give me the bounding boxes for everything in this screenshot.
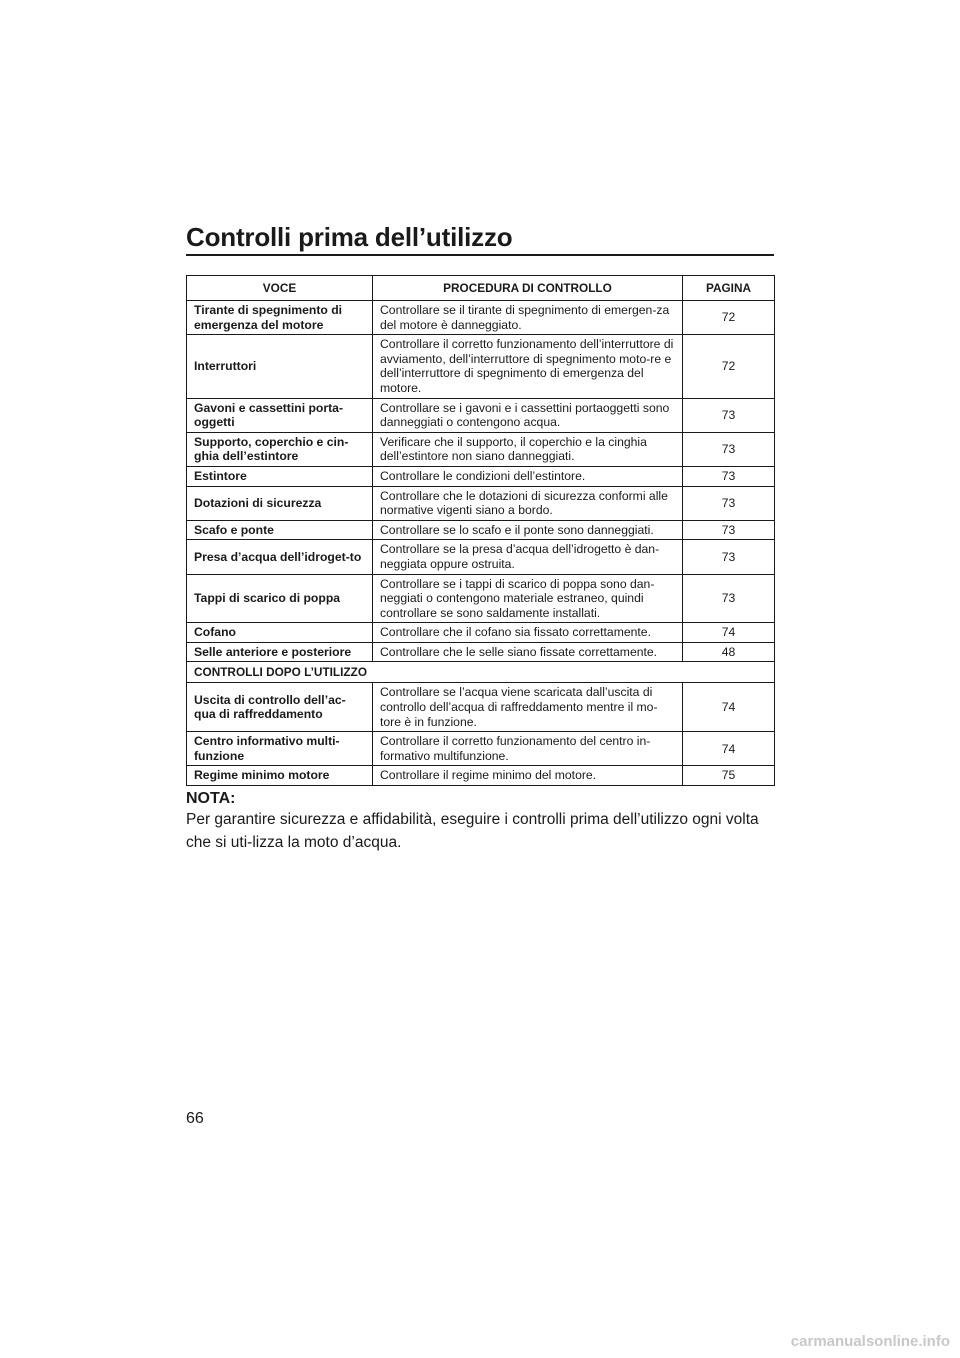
row-item: Dotazioni di sicurezza <box>187 486 373 520</box>
row-item: Gavoni e cassettini porta-oggetti <box>187 398 373 432</box>
row-item: Centro informativo multi-funzione <box>187 732 373 766</box>
table-row <box>187 301 775 335</box>
row-item: Interruttori <box>187 335 373 398</box>
row-procedure: Controllare se lo scafo e il ponte sono danneggiati. <box>373 520 683 540</box>
row-page: 74 <box>683 683 775 732</box>
table-row <box>187 623 775 643</box>
column-header-page: PAGINA <box>683 276 775 301</box>
row-procedure: Verificare che il supporto, il coperchio e la cinghia dell’estintore non siano danneggiati. <box>373 432 683 466</box>
row-item: Tirante di spegnimento di emergenza del motore <box>187 301 373 335</box>
inspection-table <box>186 275 775 786</box>
row-item: Tappi di scarico di poppa <box>187 574 373 623</box>
watermark: carmanualsonline.info <box>790 1333 950 1350</box>
row-page: 73 <box>683 574 775 623</box>
table-row <box>187 540 775 574</box>
note-title: NOTA: <box>186 790 236 807</box>
row-item: Selle anteriore e posteriore <box>187 642 373 662</box>
row-procedure: Controllare se la presa d’acqua dell’idrogetto è dan-neggiata oppure ostruita. <box>373 540 683 574</box>
row-procedure: Controllare il corretto funzionamento dell’interruttore di avviamento, dell’interruttore di spegnimento moto-re e dell’interruttore di spegnimento di emergenza del motore. <box>373 335 683 398</box>
row-procedure: Controllare che il cofano sia fissato correttamente. <box>373 623 683 643</box>
table-row <box>187 683 775 732</box>
table-header-row <box>187 276 775 301</box>
page-number: 66 <box>186 1110 204 1127</box>
row-item: Uscita di controllo dell’ac-qua di raffreddamento <box>187 683 373 732</box>
table-row <box>187 335 775 398</box>
table-row <box>187 574 775 623</box>
row-procedure: Controllare che le dotazioni di sicurezza conformi alle normative vigenti siano a bordo. <box>373 486 683 520</box>
row-page: 73 <box>683 486 775 520</box>
row-procedure: Controllare se i gavoni e i cassettini portaoggetti sono danneggiati o contengono acqua. <box>373 398 683 432</box>
row-procedure: Controllare se il tirante di spegnimento di emergen-za del motore è danneggiato. <box>373 301 683 335</box>
table-row <box>187 432 775 466</box>
row-item: Supporto, coperchio e cin-ghia dell’estintore <box>187 432 373 466</box>
table-row <box>187 520 775 540</box>
table-row <box>187 398 775 432</box>
row-page: 74 <box>683 623 775 643</box>
title-divider <box>186 254 774 256</box>
table-row <box>187 466 775 486</box>
table-row <box>187 732 775 766</box>
row-page: 73 <box>683 398 775 432</box>
row-page: 73 <box>683 520 775 540</box>
row-procedure: Controllare se i tappi di scarico di poppa sono dan-neggiati o contengono materiale estraneo, quindi controllare se sono saldamente installati. <box>373 574 683 623</box>
row-page: 73 <box>683 466 775 486</box>
row-page: 72 <box>683 301 775 335</box>
row-procedure: Controllare il regime minimo del motore. <box>373 766 683 786</box>
row-item: Regime minimo motore <box>187 766 373 786</box>
row-page: 73 <box>683 432 775 466</box>
note-text: Per garantire sicurezza e affidabilità, eseguire i controlli prima dell’utilizzo ogni volta che si uti-lizza la moto d’acqua. <box>186 811 759 851</box>
row-page: 74 <box>683 732 775 766</box>
column-header-procedure: PROCEDURA DI CONTROLLO <box>373 276 683 301</box>
row-page: 48 <box>683 642 775 662</box>
row-item: Estintore <box>187 466 373 486</box>
row-page: 75 <box>683 766 775 786</box>
row-item: Cofano <box>187 623 373 643</box>
row-procedure: Controllare se l’acqua viene scaricata dall’uscita di controllo dell’acqua di raffreddamento mentre il mo-tore è in funzione. <box>373 683 683 732</box>
row-page: 73 <box>683 540 775 574</box>
row-procedure: Controllare le condizioni dell’estintore. <box>373 466 683 486</box>
table-section-row <box>187 662 775 683</box>
column-header-item: VOCE <box>187 276 373 301</box>
table-row <box>187 766 775 786</box>
row-item: Scafo e ponte <box>187 520 373 540</box>
table-row <box>187 642 775 662</box>
table-row <box>187 486 775 520</box>
section-heading: CONTROLLI DOPO L’UTILIZZO <box>187 662 775 683</box>
page-title: Controlli prima dell’utilizzo <box>186 222 513 252</box>
row-procedure: Controllare che le selle siano fissate correttamente. <box>373 642 683 662</box>
row-item: Presa d’acqua dell’idroget-to <box>187 540 373 574</box>
row-page: 72 <box>683 335 775 398</box>
row-procedure: Controllare il corretto funzionamento del centro in-formativo multifunzione. <box>373 732 683 766</box>
